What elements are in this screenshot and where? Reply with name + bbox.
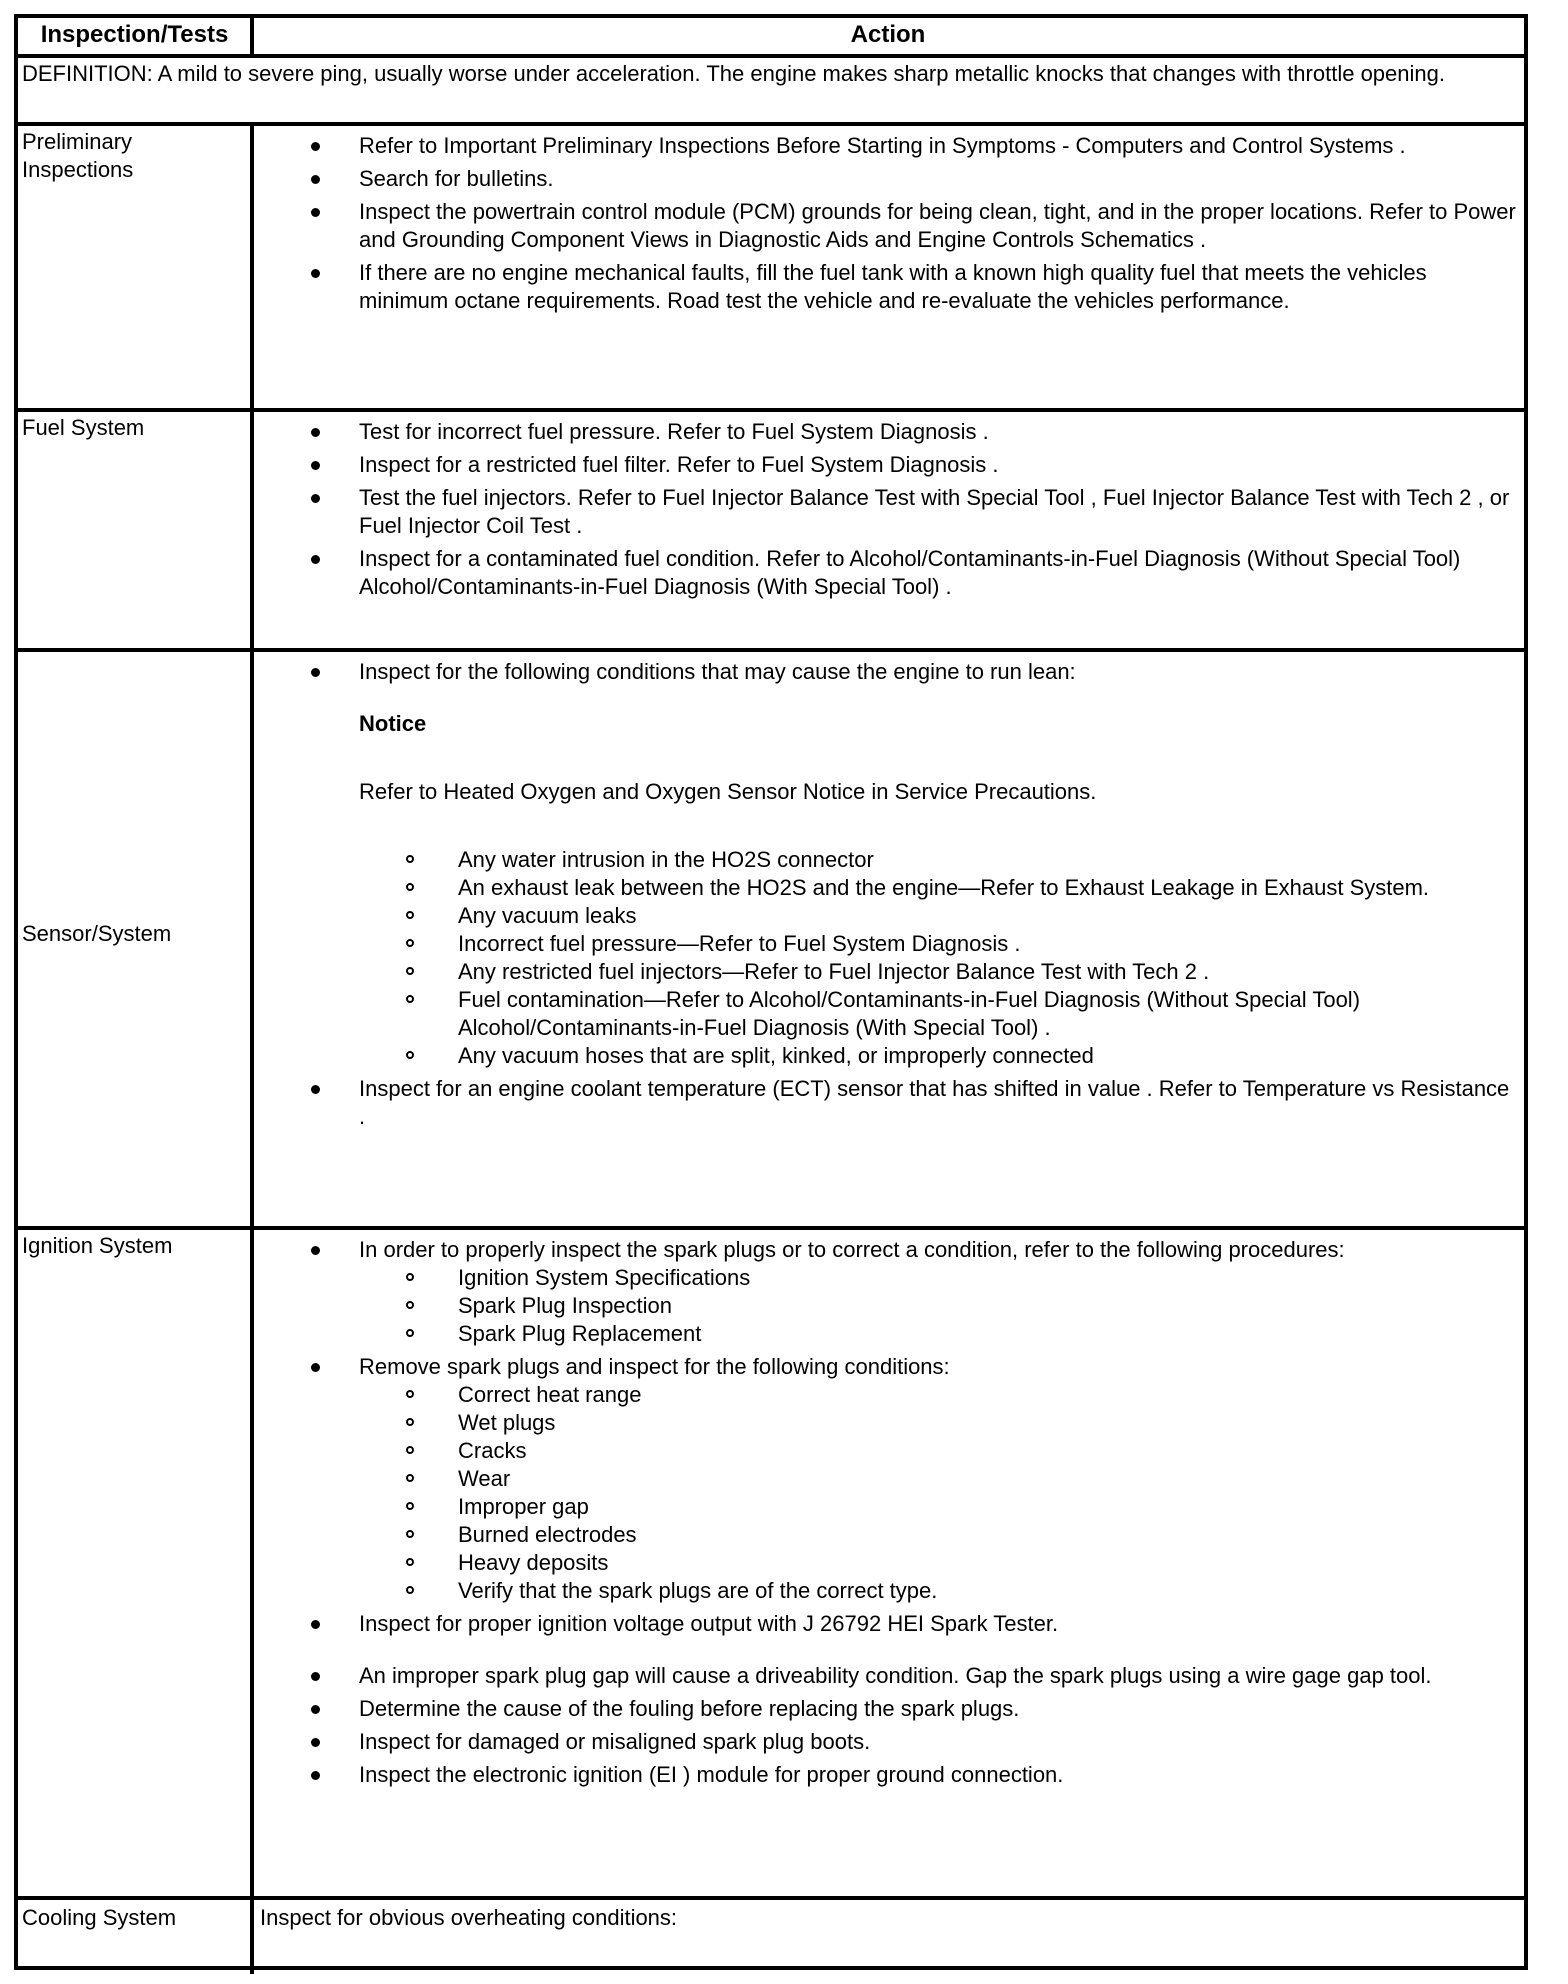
label-cooling-system: Cooling System xyxy=(22,1905,177,1930)
list-item: Test for incorrect fuel pressure. Refer to Fuel System Diagnosis . xyxy=(258,418,1518,446)
sensor-conditions xyxy=(258,846,1518,1070)
header-inspection-tests: Inspection/Tests xyxy=(40,21,229,48)
list-item: Inspect for an engine coolant temperature (ECT) sensor that has shifted in value . Refer to Temperature vs Resistance . xyxy=(258,1075,1518,1131)
remove-intro: Remove spark plugs and inspect for the following conditions: xyxy=(359,1354,950,1379)
header-action: Action xyxy=(850,21,926,48)
ignition-row xyxy=(18,1226,1524,1896)
sub-list-item: Wear xyxy=(258,1465,1518,1493)
sub-list-item: Any vacuum leaks xyxy=(258,902,1518,930)
sub-list-item: An exhaust leak between the HO2S and the engine—Refer to Exhaust Leakage in Exhaust System. xyxy=(258,874,1518,902)
sub-list-item: Fuel contamination—Refer to Alcohol/Contaminants-in-Fuel Diagnosis (Without Special Tool) Alcohol/Contaminants-in-Fuel Diagnosis (With Special Tool) . xyxy=(258,986,1518,1042)
column-divider xyxy=(250,412,254,652)
sub-list-item: Improper gap xyxy=(258,1493,1518,1521)
column-divider xyxy=(250,18,254,54)
list-item: Inspect for damaged or misaligned spark plug boots. xyxy=(258,1728,1518,1756)
fuel-list xyxy=(258,418,1518,601)
fuel-row xyxy=(18,408,1524,648)
label-fuel-system: Fuel System xyxy=(22,415,145,440)
list-item: Inspect the powertrain control module (PCM) grounds for being clean, tight, and in the proper locations. Refer to Power and Grounding Component Views in Diagnostic Aids and Engine Controls Schematics . xyxy=(258,198,1518,254)
sub-list-item: Correct heat range xyxy=(258,1381,1518,1409)
sub-list-item: Incorrect fuel pressure—Refer to Fuel System Diagnosis . xyxy=(258,930,1518,958)
plug-conditions-list xyxy=(258,1381,1518,1605)
sub-list-item: Any restricted fuel injectors—Refer to Fuel Injector Balance Test with Tech 2 . xyxy=(258,958,1518,986)
procedures-intro: In order to properly inspect the spark plugs or to correct a condition, refer to the following procedures: xyxy=(359,1237,1345,1262)
list-item: Inspect for a restricted fuel filter. Refer to Fuel System Diagnosis . xyxy=(258,451,1518,479)
list-item: Search for bulletins. xyxy=(258,165,1518,193)
list-item: Determine the cause of the fouling before replacing the spark plugs. xyxy=(258,1695,1518,1723)
column-divider xyxy=(250,1900,254,1974)
sensor-intro: Inspect for the following conditions that may cause the engine to run lean: xyxy=(359,659,1076,684)
sub-list-item: Spark Plug Inspection xyxy=(258,1292,1518,1320)
list-item: Inspect for a contaminated fuel condition. Refer to Alcohol/Contaminants-in-Fuel Diagnosis (Without Special Tool) Alcohol/Contaminants-in-Fuel Diagnosis (With Special Tool) . xyxy=(258,545,1518,601)
list-item: Inspect the electronic ignition (EI ) module for proper ground connection. xyxy=(258,1761,1518,1789)
procedures-list xyxy=(258,1264,1518,1348)
sub-list-item: Any water intrusion in the HO2S connector xyxy=(258,846,1518,874)
list-item: Inspect for proper ignition voltage output with J 26792 HEI Spark Tester. xyxy=(258,1610,1518,1638)
definition-row xyxy=(18,54,1524,122)
sub-list-item: Spark Plug Replacement xyxy=(258,1320,1518,1348)
notice-text: Refer to Heated Oxygen and Oxygen Sensor Notice in Service Precautions. xyxy=(359,779,1097,804)
list-item xyxy=(258,1236,1518,1348)
table-header-row xyxy=(18,18,1524,54)
preliminary-row xyxy=(18,122,1524,408)
sub-list-item: Ignition System Specifications xyxy=(258,1264,1518,1292)
diagnostic-table xyxy=(14,14,1528,1970)
notice-title: Notice xyxy=(359,711,427,736)
sub-list-item: Heavy deposits xyxy=(258,1549,1518,1577)
sub-list-item: Burned electrodes xyxy=(258,1521,1518,1549)
list-item: If there are no engine mechanical faults, fill the fuel tank with a known high quality fuel that meets the vehicles minimum octane requirements. Road test the vehicle and re-evaluate the vehicles performance. xyxy=(258,259,1518,315)
list-item: Refer to Important Preliminary Inspections Before Starting in Symptoms - Computers and Control Systems . xyxy=(258,132,1518,160)
column-divider xyxy=(250,652,254,1230)
sub-list-item: Verify that the spark plugs are of the correct type. xyxy=(258,1577,1518,1605)
label-sensor-system: Sensor/System xyxy=(22,921,172,946)
sensor-row xyxy=(18,648,1524,1226)
column-divider xyxy=(250,1230,254,1900)
list-item: An improper spark plug gap will cause a driveability condition. Gap the spark plugs using a wire gage gap tool. xyxy=(258,1662,1518,1690)
label-ignition-system: Ignition System xyxy=(22,1233,173,1258)
sub-list-item: Cracks xyxy=(258,1437,1518,1465)
list-item xyxy=(258,1353,1518,1605)
ignition-list xyxy=(258,1236,1518,1789)
sub-list-item: Wet plugs xyxy=(258,1409,1518,1437)
cooling-text: Inspect for obvious overheating conditions: xyxy=(260,1905,678,1930)
preliminary-list xyxy=(258,132,1518,315)
label-preliminary: Preliminary Inspections xyxy=(22,129,134,182)
list-item: Test the fuel injectors. Refer to Fuel Injector Balance Test with Special Tool , Fuel Injector Balance Test with Tech 2 , or Fuel Injector Coil Test . xyxy=(258,484,1518,540)
definition-text: DEFINITION: A mild to severe ping, usually worse under acceleration. The engine makes sharp metallic knocks that changes with throttle opening. xyxy=(22,61,1445,86)
sub-list-item: Any vacuum hoses that are split, kinked, or improperly connected xyxy=(258,1042,1518,1070)
list-item xyxy=(258,658,1518,1070)
cooling-row xyxy=(18,1896,1524,1970)
sensor-list xyxy=(258,658,1518,1131)
column-divider xyxy=(250,126,254,412)
